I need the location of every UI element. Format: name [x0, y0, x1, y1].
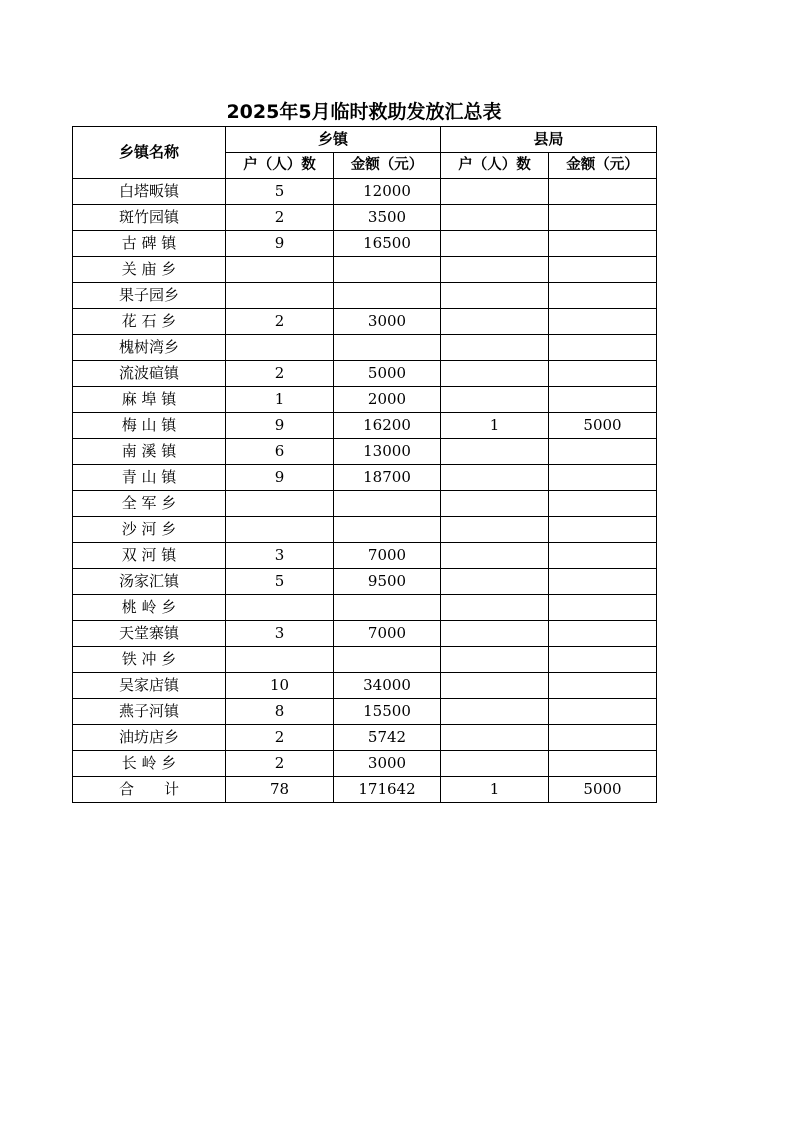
township-households-cell: 9	[226, 465, 334, 491]
table-row	[73, 699, 657, 725]
township-amount-cell	[334, 595, 441, 621]
county-households-cell	[441, 725, 549, 751]
county-amount-cell	[549, 205, 657, 231]
county-amount-cell	[549, 725, 657, 751]
county-amount-cell	[549, 699, 657, 725]
county-amount-cell	[549, 257, 657, 283]
table-row	[73, 179, 657, 205]
county-amount-cell	[549, 751, 657, 777]
header-township-name: 乡镇名称	[73, 127, 226, 179]
county-households-cell	[441, 543, 549, 569]
table-row	[73, 335, 657, 361]
total-township-name-cell: 合 计	[73, 777, 226, 803]
header-county-amount: 金额（元）	[549, 153, 657, 179]
county-amount-cell	[549, 283, 657, 309]
total-row	[73, 777, 657, 803]
county-households-cell	[441, 673, 549, 699]
table-row	[73, 413, 657, 439]
table-row	[73, 517, 657, 543]
table-row	[73, 283, 657, 309]
total-township-households-cell: 78	[226, 777, 334, 803]
county-households-cell	[441, 387, 549, 413]
township-name-cell: 流波碹镇	[73, 361, 226, 387]
township-name-cell: 沙 河 乡	[73, 517, 226, 543]
township-amount-cell: 5000	[334, 361, 441, 387]
county-amount-cell	[549, 673, 657, 699]
table-row	[73, 465, 657, 491]
county-households-cell	[441, 257, 549, 283]
township-households-cell: 5	[226, 569, 334, 595]
township-households-cell: 5	[226, 179, 334, 205]
township-name-cell: 天堂寨镇	[73, 621, 226, 647]
township-name-cell: 全 军 乡	[73, 491, 226, 517]
township-households-cell	[226, 595, 334, 621]
township-name-cell: 铁 冲 乡	[73, 647, 226, 673]
township-name-cell: 白塔畈镇	[73, 179, 226, 205]
township-amount-cell: 34000	[334, 673, 441, 699]
county-amount-cell: 5000	[549, 413, 657, 439]
county-households-cell	[441, 621, 549, 647]
township-households-cell: 2	[226, 725, 334, 751]
county-households-cell	[441, 361, 549, 387]
township-amount-cell: 16200	[334, 413, 441, 439]
county-amount-cell	[549, 569, 657, 595]
township-name-cell: 南 溪 镇	[73, 439, 226, 465]
county-households-cell	[441, 283, 549, 309]
township-households-cell: 3	[226, 621, 334, 647]
county-households-cell	[441, 439, 549, 465]
county-households-cell	[441, 751, 549, 777]
county-amount-cell	[549, 361, 657, 387]
county-amount-cell	[549, 543, 657, 569]
township-name-cell: 关 庙 乡	[73, 257, 226, 283]
township-households-cell: 10	[226, 673, 334, 699]
township-amount-cell	[334, 647, 441, 673]
county-households-cell	[441, 491, 549, 517]
township-name-cell: 花 石 乡	[73, 309, 226, 335]
table-row	[73, 257, 657, 283]
county-households-cell	[441, 231, 549, 257]
township-amount-cell: 7000	[334, 543, 441, 569]
total-county-households-cell: 1	[441, 777, 549, 803]
township-households-cell: 3	[226, 543, 334, 569]
township-amount-cell: 2000	[334, 387, 441, 413]
county-households-cell	[441, 465, 549, 491]
township-amount-cell: 3500	[334, 205, 441, 231]
township-amount-cell	[334, 517, 441, 543]
township-amount-cell: 13000	[334, 439, 441, 465]
table-row	[73, 647, 657, 673]
county-amount-cell	[549, 517, 657, 543]
county-amount-cell	[549, 595, 657, 621]
county-households-cell	[441, 309, 549, 335]
township-amount-cell: 15500	[334, 699, 441, 725]
county-amount-cell	[549, 439, 657, 465]
township-households-cell: 2	[226, 751, 334, 777]
table-row	[73, 673, 657, 699]
township-households-cell: 2	[226, 309, 334, 335]
township-households-cell	[226, 283, 334, 309]
township-households-cell	[226, 257, 334, 283]
total-county-amount-cell: 5000	[549, 777, 657, 803]
county-households-cell	[441, 179, 549, 205]
header-county-group: 县局	[441, 127, 657, 153]
table-row	[73, 621, 657, 647]
table-row	[73, 387, 657, 413]
township-amount-cell: 12000	[334, 179, 441, 205]
table-row	[73, 725, 657, 751]
page-title: 2025年5月临时救助发放汇总表	[226, 101, 502, 123]
township-name-cell: 双 河 镇	[73, 543, 226, 569]
county-households-cell: 1	[441, 413, 549, 439]
township-amount-cell	[334, 335, 441, 361]
township-amount-cell: 7000	[334, 621, 441, 647]
county-amount-cell	[549, 621, 657, 647]
township-name-cell: 古 碑 镇	[73, 231, 226, 257]
township-name-cell: 果子园乡	[73, 283, 226, 309]
county-households-cell	[441, 569, 549, 595]
township-amount-cell	[334, 283, 441, 309]
township-amount-cell	[334, 491, 441, 517]
header-county-households: 户（人）数	[441, 153, 549, 179]
township-households-cell: 1	[226, 387, 334, 413]
table-row	[73, 231, 657, 257]
township-name-cell: 油坊店乡	[73, 725, 226, 751]
township-amount-cell: 18700	[334, 465, 441, 491]
county-households-cell	[441, 205, 549, 231]
township-households-cell	[226, 335, 334, 361]
township-households-cell: 8	[226, 699, 334, 725]
township-amount-cell: 9500	[334, 569, 441, 595]
total-township-amount-cell: 171642	[334, 777, 441, 803]
township-name-cell: 斑竹园镇	[73, 205, 226, 231]
header-township-group: 乡镇	[226, 127, 441, 153]
township-name-cell: 麻 埠 镇	[73, 387, 226, 413]
township-households-cell: 6	[226, 439, 334, 465]
township-households-cell: 9	[226, 231, 334, 257]
county-amount-cell	[549, 309, 657, 335]
township-name-cell: 吴家店镇	[73, 673, 226, 699]
township-amount-cell: 3000	[334, 309, 441, 335]
township-households-cell: 2	[226, 361, 334, 387]
table-row	[73, 569, 657, 595]
county-households-cell	[441, 647, 549, 673]
township-households-cell	[226, 647, 334, 673]
table-row	[73, 491, 657, 517]
county-amount-cell	[549, 231, 657, 257]
township-name-cell: 梅 山 镇	[73, 413, 226, 439]
township-name-cell: 槐树湾乡	[73, 335, 226, 361]
county-amount-cell	[549, 335, 657, 361]
county-households-cell	[441, 699, 549, 725]
table-row	[73, 543, 657, 569]
county-amount-cell	[549, 179, 657, 205]
township-households-cell	[226, 491, 334, 517]
county-households-cell	[441, 517, 549, 543]
table-row	[73, 439, 657, 465]
county-households-cell	[441, 595, 549, 621]
township-name-cell: 燕子河镇	[73, 699, 226, 725]
county-amount-cell	[549, 465, 657, 491]
county-amount-cell	[549, 491, 657, 517]
township-households-cell	[226, 517, 334, 543]
township-households-cell: 2	[226, 205, 334, 231]
table-row	[73, 595, 657, 621]
county-households-cell	[441, 335, 549, 361]
header-township-households: 户（人）数	[226, 153, 334, 179]
header-township-amount: 金额（元）	[334, 153, 441, 179]
county-amount-cell	[549, 647, 657, 673]
township-amount-cell: 3000	[334, 751, 441, 777]
relief-summary-table	[72, 126, 657, 803]
township-amount-cell: 16500	[334, 231, 441, 257]
township-name-cell: 汤家汇镇	[73, 569, 226, 595]
table-row	[73, 751, 657, 777]
table-body	[73, 179, 657, 803]
table-row	[73, 205, 657, 231]
township-households-cell: 9	[226, 413, 334, 439]
township-amount-cell: 5742	[334, 725, 441, 751]
township-amount-cell	[334, 257, 441, 283]
county-amount-cell	[549, 387, 657, 413]
table-header	[73, 127, 657, 179]
table-row	[73, 361, 657, 387]
table-row	[73, 309, 657, 335]
township-name-cell: 桃 岭 乡	[73, 595, 226, 621]
township-name-cell: 青 山 镇	[73, 465, 226, 491]
township-name-cell: 长 岭 乡	[73, 751, 226, 777]
